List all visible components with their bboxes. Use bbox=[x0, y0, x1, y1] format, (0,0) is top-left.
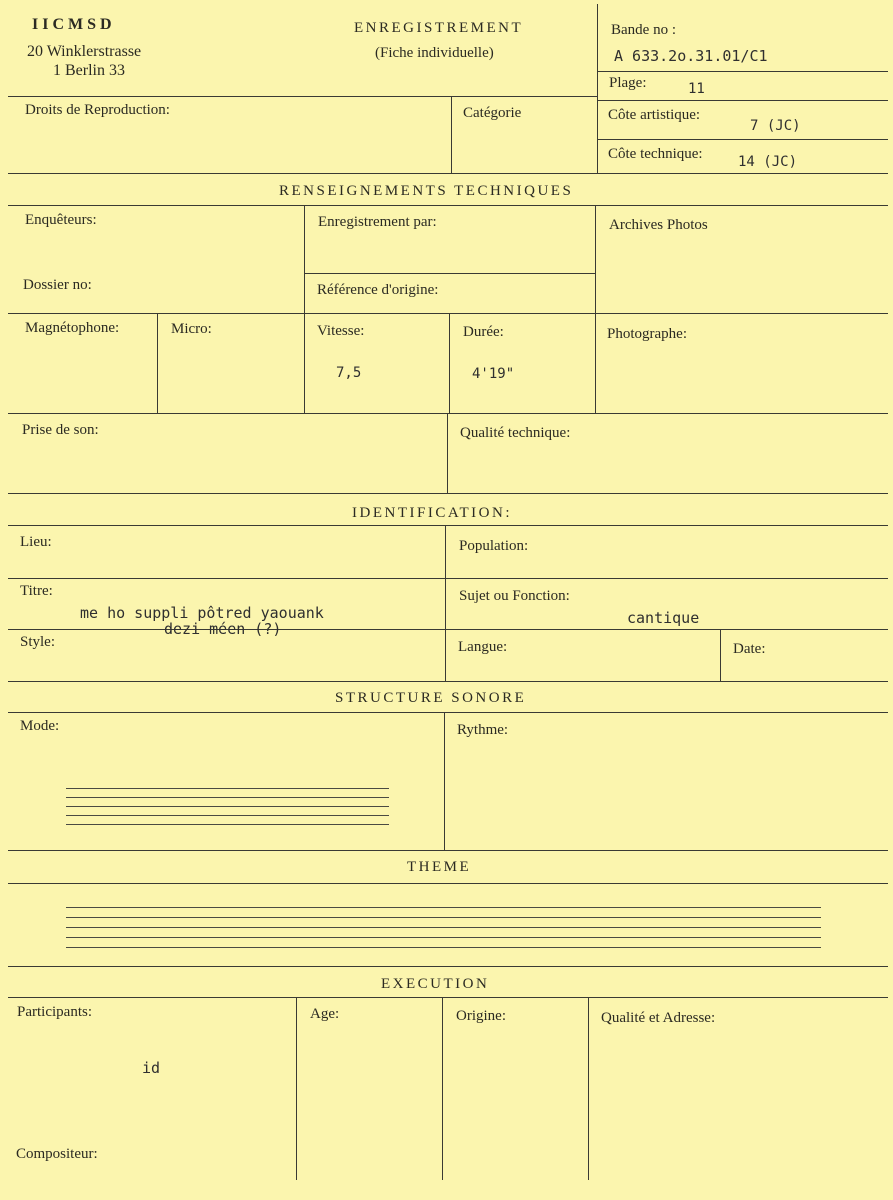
section-identification: IDENTIFICATION: bbox=[352, 505, 512, 521]
divider bbox=[445, 525, 446, 681]
form-subtitle: (Fiche individuelle) bbox=[375, 45, 494, 61]
langue-label: Langue: bbox=[458, 639, 508, 655]
divider bbox=[157, 313, 158, 413]
mode-label: Mode: bbox=[20, 718, 60, 734]
divider bbox=[296, 997, 297, 1180]
qualite-adresse-label: Qualité et Adresse: bbox=[601, 1010, 716, 1026]
divider bbox=[598, 71, 888, 72]
address-line-2: 1 Berlin 33 bbox=[53, 62, 125, 79]
divider bbox=[8, 313, 888, 314]
magnetophone-label: Magnétophone: bbox=[25, 320, 120, 336]
divider bbox=[8, 205, 888, 206]
divider bbox=[444, 712, 445, 850]
cote-artistique-label: Côte artistique: bbox=[608, 107, 701, 123]
vitesse-value: 7,5 bbox=[336, 365, 362, 381]
divider bbox=[720, 629, 721, 681]
divider bbox=[8, 173, 888, 174]
date-label: Date: bbox=[733, 641, 766, 657]
divider bbox=[442, 997, 443, 1180]
section-theme: THEME bbox=[407, 859, 472, 875]
divider bbox=[8, 525, 888, 526]
staff-line bbox=[66, 937, 821, 938]
divider bbox=[8, 681, 888, 682]
compositeur-label: Compositeur: bbox=[16, 1146, 98, 1162]
divider bbox=[597, 4, 598, 174]
divider bbox=[8, 96, 598, 97]
staff-line bbox=[66, 788, 389, 789]
rythme-label: Rythme: bbox=[457, 722, 509, 738]
vitesse-label: Vitesse: bbox=[317, 323, 365, 339]
divider bbox=[449, 313, 450, 413]
divider bbox=[8, 712, 888, 713]
address-line-1: 20 Winklerstrasse bbox=[27, 43, 142, 60]
staff-line bbox=[66, 907, 821, 908]
enregistrement-par-label: Enregistrement par: bbox=[318, 214, 437, 230]
divider bbox=[304, 205, 305, 413]
bande-no-value: A 633.2o.31.01/C1 bbox=[614, 47, 768, 65]
plage-value: 11 bbox=[688, 81, 705, 97]
titre-value-line1: me ho suppli pôtred yaouank bbox=[80, 604, 324, 622]
divider bbox=[447, 413, 448, 493]
lieu-label: Lieu: bbox=[20, 534, 52, 550]
participants-label: Participants: bbox=[17, 1004, 92, 1020]
form-title: ENREGISTREMENT bbox=[354, 20, 524, 36]
origine-label: Origine: bbox=[456, 1008, 506, 1024]
divider bbox=[8, 578, 888, 579]
staff-line bbox=[66, 806, 389, 807]
section-execution: EXECUTION bbox=[381, 976, 490, 992]
divider bbox=[8, 997, 888, 998]
section-renseignements: RENSEIGNEMENTS TECHNIQUES bbox=[279, 183, 574, 199]
style-label: Style: bbox=[20, 634, 56, 650]
divider bbox=[8, 413, 888, 414]
divider bbox=[8, 850, 888, 851]
divider bbox=[595, 205, 596, 413]
staff-line bbox=[66, 917, 821, 918]
divider bbox=[304, 273, 596, 274]
participants-value: id bbox=[142, 1059, 161, 1077]
divider bbox=[598, 100, 888, 101]
prise-de-son-label: Prise de son: bbox=[22, 422, 99, 438]
age-label: Age: bbox=[310, 1006, 340, 1022]
staff-line bbox=[66, 927, 821, 928]
droits-label: Droits de Reproduction: bbox=[25, 102, 170, 118]
divider bbox=[8, 493, 888, 494]
org-name: IICMSD bbox=[32, 16, 116, 33]
population-label: Population: bbox=[459, 538, 529, 554]
divider bbox=[598, 139, 888, 140]
staff-line bbox=[66, 824, 389, 825]
sujet-fonction-label: Sujet ou Fonction: bbox=[459, 588, 570, 604]
duree-value: 4'19" bbox=[472, 366, 515, 382]
titre-label: Titre: bbox=[20, 583, 53, 599]
micro-label: Micro: bbox=[171, 321, 212, 337]
sujet-fonction-value: cantique bbox=[627, 609, 700, 627]
divider bbox=[8, 629, 888, 630]
duree-label: Durée: bbox=[463, 324, 504, 340]
staff-line bbox=[66, 815, 389, 816]
divider bbox=[8, 883, 888, 884]
categorie-label: Catégorie bbox=[463, 105, 522, 121]
reference-origine-label: Référence d'origine: bbox=[317, 282, 439, 298]
qualite-technique-label: Qualité technique: bbox=[460, 425, 571, 441]
archives-photos-label: Archives Photos bbox=[609, 217, 708, 233]
bande-no-label: Bande no : bbox=[611, 22, 676, 38]
dossier-no-label: Dossier no: bbox=[23, 277, 92, 293]
cote-artistique-value: 7 (JC) bbox=[750, 118, 801, 134]
staff-line bbox=[66, 797, 389, 798]
enqueteurs-label: Enquêteurs: bbox=[25, 212, 97, 228]
divider bbox=[588, 997, 589, 1180]
divider bbox=[8, 966, 888, 967]
cote-technique-value: 14 (JC) bbox=[738, 154, 798, 170]
staff-line bbox=[66, 947, 821, 948]
cote-technique-label: Côte technique: bbox=[608, 146, 703, 162]
plage-label: Plage: bbox=[609, 75, 647, 91]
photographe-label: Photographe: bbox=[607, 326, 687, 342]
titre-value-line2: dezi méen (?) bbox=[164, 620, 282, 638]
divider bbox=[451, 96, 452, 173]
section-structure: STRUCTURE SONORE bbox=[335, 690, 527, 706]
